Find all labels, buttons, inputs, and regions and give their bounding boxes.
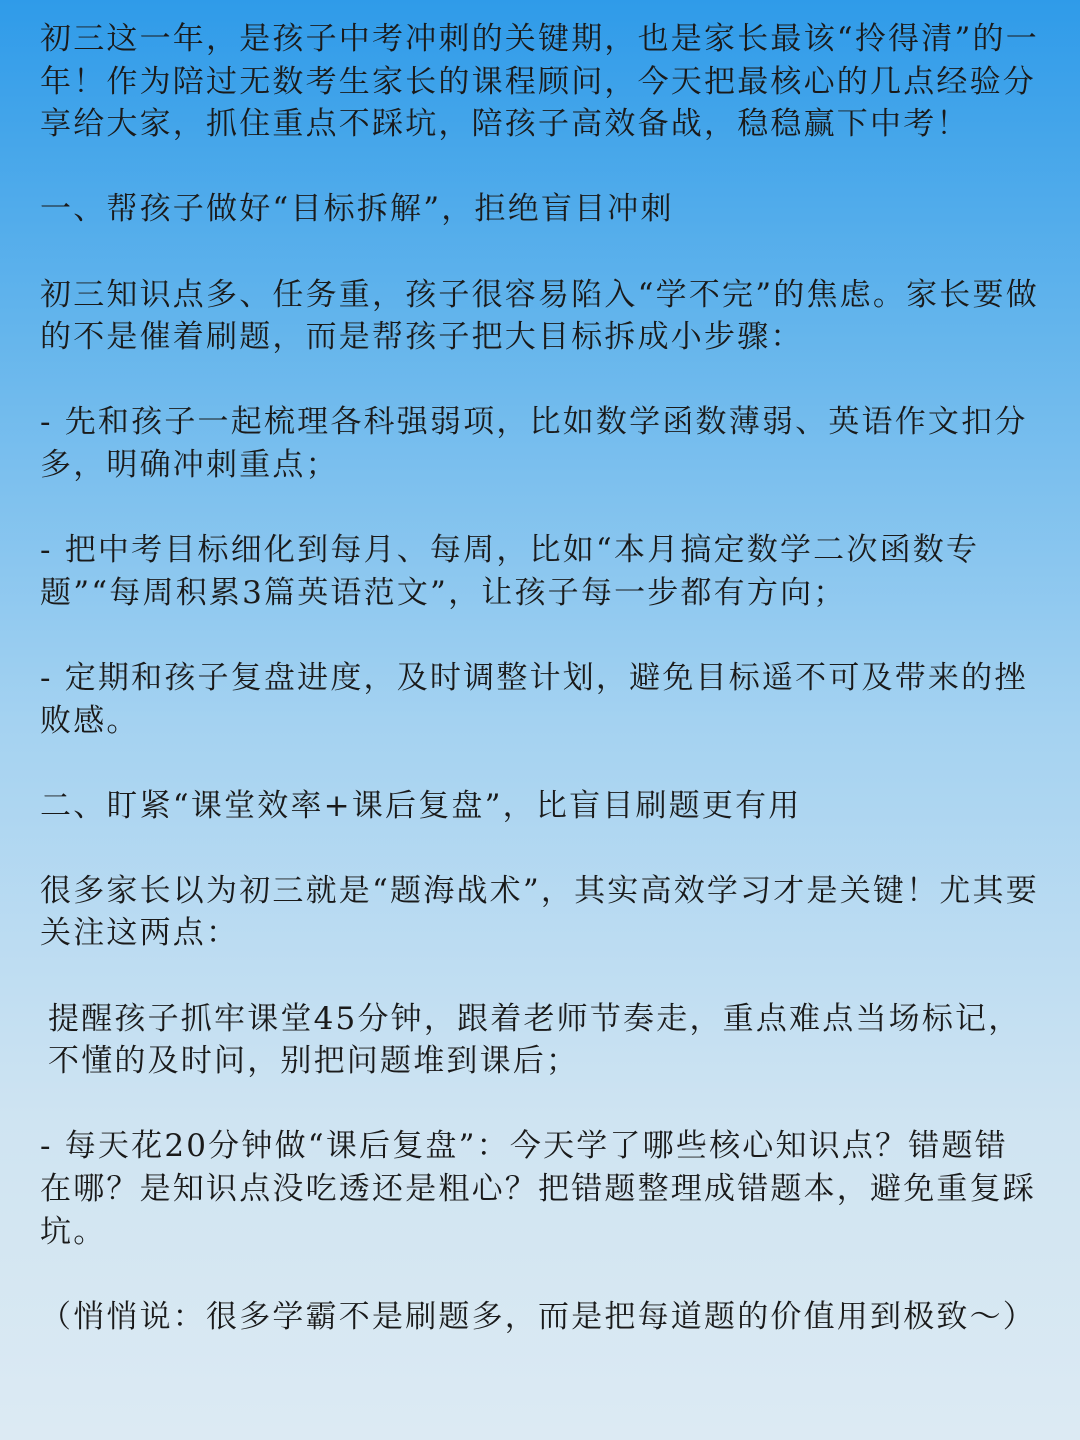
paragraph-spacer [40,231,1040,274]
closing-note: （悄悄说：很多学霸不是刷题多，而是把每道题的价值用到极致～） [40,1298,1036,1335]
paragraph-spacer [40,1083,1040,1126]
section1-item-1: - 先和孩子一起梳理各科强弱项，比如数学函数薄弱、英语作文扣分多，明确冲刺重点； [40,404,1028,483]
section1-item-2: - 把中考目标细化到每月、每周，比如“本月搞定数学二次函数专题”“每周积累3篇英语范文”，让孩子每一步都有方向； [40,532,980,611]
paragraph-spacer [40,1253,1040,1296]
paragraph-spacer [40,487,1040,530]
paragraph-spacer [40,742,1040,785]
paragraph-spacer [40,614,1040,657]
paragraph-spacer [40,359,1040,402]
intro-paragraph: 初三这一年，是孩子中考冲刺的关键期，也是家长最该“拎得清”的一年！作为陪过无数考生家长的课程顾问，今天把最核心的几点经验分享给大家，抓住重点不踩坑，陪孩子高效备战，稳稳赢下中考！ [40,21,1039,143]
section1-heading: 一、帮孩子做好“目标拆解”，拒绝盲目冲刺 [40,191,674,228]
section2-heading: 二、盯紧“课堂效率+课后复盘”，比盲目刷题更有用 [40,787,802,824]
section1-intro: 初三知识点多、任务重，孩子很容易陷入“学不完”的焦虑。家长要做的不是催着刷题，而是帮孩子把大目标拆成小步骤： [40,276,1039,356]
section1-item-3: - 定期和孩子复盘进度，及时调整计划，避免目标遥不可及带来的挫败感。 [40,659,1028,739]
section2-item-1: 提醒孩子抓牢课堂45分钟，跟着老师节奏走，重点难点当场标记，不懂的及时问，别把问题堆到课后； [48,1000,1022,1080]
paragraph-spacer [40,827,1040,870]
section2-item-2: - 每天花20分钟做“课后复盘”：今天学了哪些核心知识点？错题错在哪？是知识点没吃透还是粗心？把错题整理成错题本，避免重复踩坑。 [40,1128,1036,1250]
section2-intro: 很多家长以为初三就是“题海战术”，其实高效学习才是关键！尤其要关注这两点： [40,872,1039,952]
paragraph-spacer [40,146,1040,189]
paragraph-spacer [40,955,1040,998]
